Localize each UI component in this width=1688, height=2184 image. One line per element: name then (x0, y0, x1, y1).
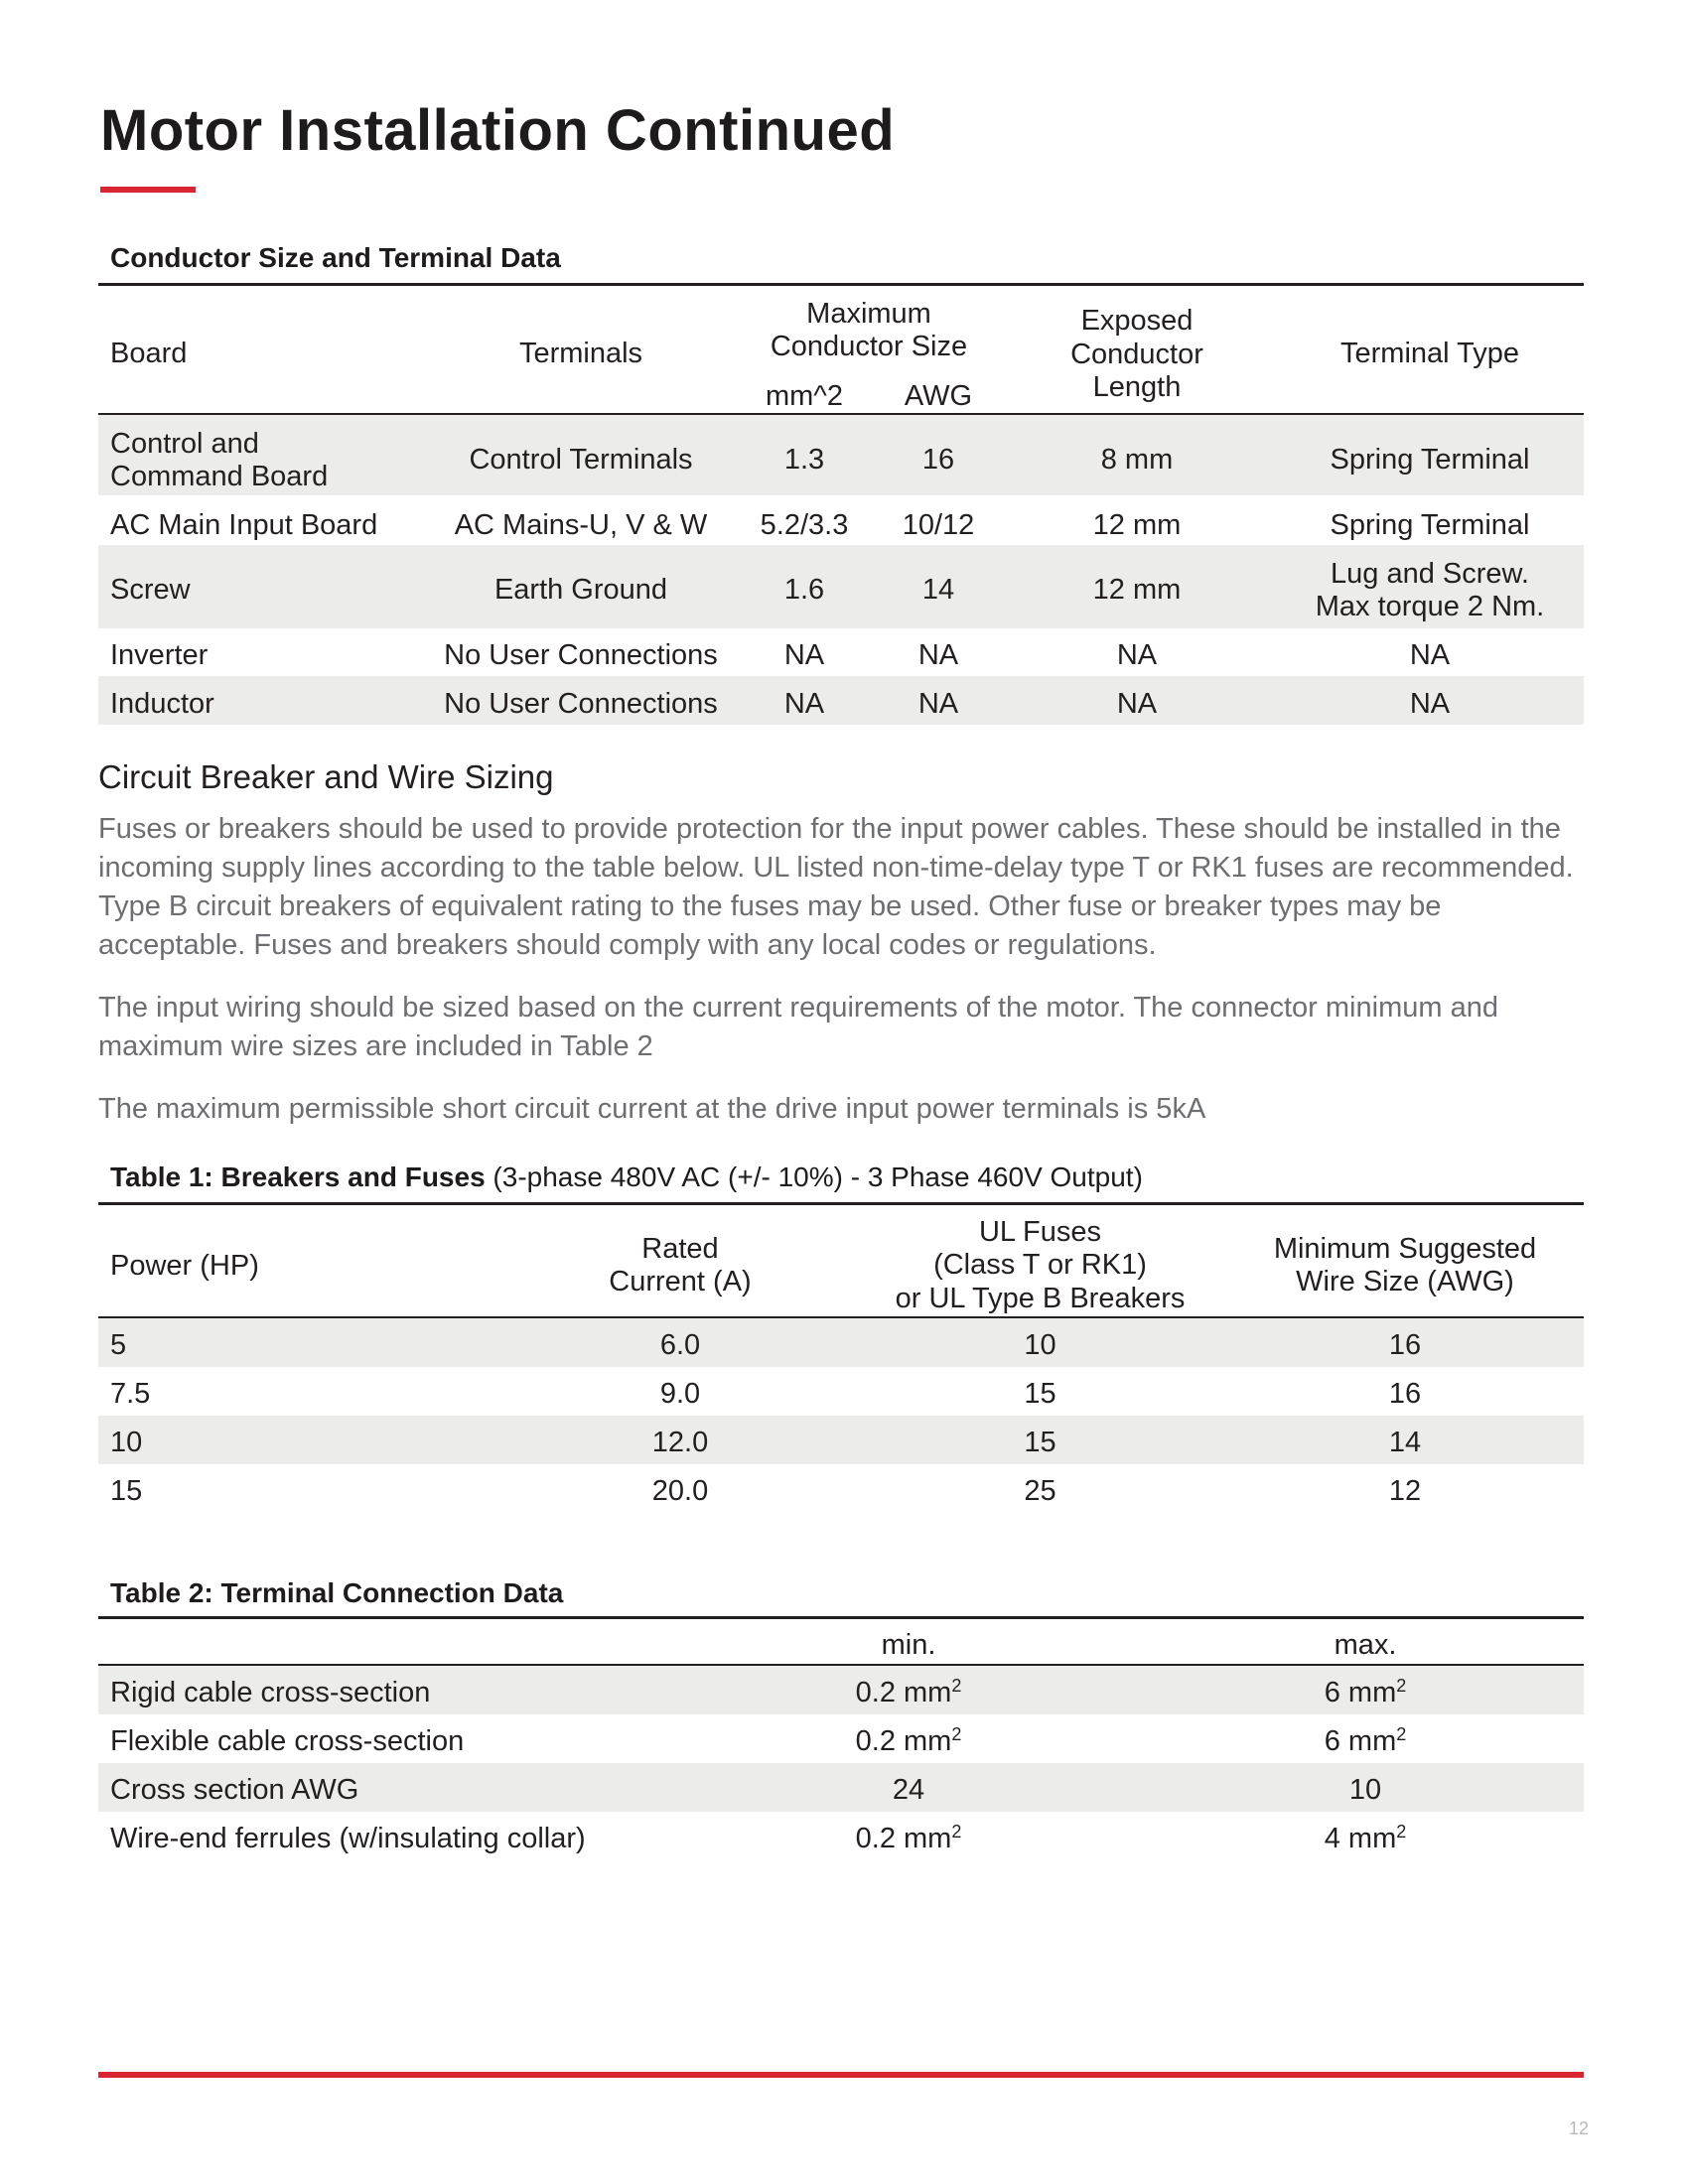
header-max-size-line1: Maximum (806, 298, 931, 330)
cell-mm2: 5.2/3.3 (760, 509, 849, 541)
cell-power: 5 (110, 1329, 127, 1361)
header-fuses-line2: (Class T or RK1) (933, 1249, 1147, 1281)
cell-max-sup: 2 (1396, 1676, 1407, 1696)
page-number: 12 (1568, 2118, 1589, 2138)
cell-min-sup: 2 (951, 1676, 962, 1696)
cell-awg: 16 (921, 444, 955, 476)
paragraph: The maximum permissible short circuit current at the drive input power terminals is 5kA (98, 1093, 1206, 1125)
cell-min-value: 0.2 mm (855, 1823, 952, 1854)
cell-terminals: AC Mains-U, V & W (454, 509, 708, 541)
cell-max-sup: 2 (1396, 1822, 1407, 1842)
cell-label: Rigid cable cross-section (110, 1677, 431, 1708)
header-board: Board (110, 338, 188, 369)
paragraph: The input wiring should be sized based on the current requirements of the motor. The connector minimum and maximum wire sizes are included in Table 2 (98, 992, 1498, 1062)
cell-mm2: NA (783, 688, 825, 720)
cell-max-value: 6 mm (1324, 1677, 1397, 1708)
cell-power: 10 (110, 1427, 143, 1458)
header-min: min. (881, 1629, 936, 1661)
header-wire-line2: Wire Size (AWG) (1296, 1266, 1514, 1297)
footer-accent-rule (98, 2072, 1584, 2078)
cell-min-value: 0.2 mm (855, 1677, 952, 1708)
table-top-rule (98, 283, 1584, 286)
cell-board: Screw (110, 574, 191, 606)
header-mm2: mm^2 (765, 380, 844, 412)
cell-board: Control and (110, 428, 259, 460)
cell-awg: 10/12 (902, 509, 975, 541)
table2-caption: Table 2: Terminal Connection Data (110, 1577, 564, 1608)
cell-mm2: NA (783, 639, 825, 671)
cell-max (1231, 1676, 1499, 1709)
cell-label: Cross section AWG (110, 1774, 359, 1806)
header-max-size-line2: Conductor Size (770, 331, 968, 362)
cell-terminal-type: Spring Terminal (1330, 444, 1530, 476)
cell-mm2: 1.6 (783, 574, 825, 606)
cell-wire: 16 (1388, 1329, 1422, 1361)
header-wire-line1: Minimum Suggested (1273, 1233, 1537, 1265)
cell-fuse: 10 (1024, 1329, 1056, 1361)
paragraph: Fuses or breakers should be used to provide protection for the input power cables. These should be installed in the incoming supply lines according to the table below. UL listed non-time-delay type T or RK1 fuses are recommended. Type B circuit breakers of equivalent rating to the fuses may be used. Other fuse or breaker types may be acceptable. Fuses and breakers should comply with any local codes or regulations. (98, 813, 1574, 961)
cell-fuse: 15 (1024, 1427, 1056, 1458)
header-exposed-line3: Length (1092, 371, 1182, 403)
header-power: Power (HP) (110, 1250, 259, 1282)
header-fuses-line1: UL Fuses (978, 1216, 1102, 1248)
header-exposed-line2: Conductor (1070, 339, 1203, 370)
cell-max-sup: 2 (1396, 1724, 1407, 1744)
cell-board: Inverter (110, 639, 209, 671)
header-rated-line1: Rated (641, 1233, 719, 1265)
cell-board: Command Board (110, 461, 329, 492)
cell-power: 15 (110, 1475, 143, 1507)
cell-min-value: 0.2 mm (855, 1725, 952, 1757)
table-top-rule (98, 1616, 1584, 1619)
table-top-rule (98, 1202, 1584, 1205)
cell-wire: 12 (1388, 1475, 1422, 1507)
cell-fuse: 15 (1024, 1378, 1056, 1410)
section-heading: Circuit Breaker and Wire Sizing (98, 758, 554, 795)
header-rated-line2: Current (A) (609, 1266, 752, 1297)
cell-label: Flexible cable cross-section (110, 1725, 465, 1757)
cell-terminal-type: Spring Terminal (1330, 509, 1530, 541)
cell-fuse: 25 (1024, 1475, 1056, 1507)
conductor-table-caption: Conductor Size and Terminal Data (110, 242, 561, 273)
cell-min-sup: 2 (951, 1822, 962, 1842)
cell-board: AC Main Input Board (110, 509, 378, 541)
cell-min (774, 1724, 1043, 1758)
header-terminals: Terminals (518, 338, 643, 369)
cell-current: 6.0 (659, 1329, 701, 1361)
cell-max (1231, 1724, 1499, 1758)
cell-min-value: 24 (892, 1774, 925, 1806)
cell-power: 7.5 (110, 1378, 151, 1410)
table1-caption-bold: Table 1: Breakers and Fuses (110, 1161, 486, 1192)
cell-terminals: No User Connections (444, 688, 718, 720)
title-accent-rule (100, 187, 196, 193)
cell-terminal-type: Max torque 2 Nm. (1315, 591, 1545, 622)
page-title: Motor Installation Continued (100, 98, 896, 163)
table1-caption-detail: (3-phase 480V AC (+/- 10%) - 3 Phase 460V Output) (485, 1161, 1143, 1192)
cell-length: 12 mm (1092, 574, 1182, 606)
cell-wire: 14 (1388, 1427, 1422, 1458)
cell-terminal-type: NA (1409, 639, 1451, 671)
cell-min (774, 1676, 1043, 1709)
cell-wire: 16 (1388, 1378, 1422, 1410)
cell-length: 12 mm (1092, 509, 1182, 541)
cell-min-sup: 2 (951, 1724, 962, 1744)
cell-length: 8 mm (1100, 444, 1174, 476)
header-exposed-line1: Exposed (1080, 305, 1194, 337)
cell-terminals: Earth Ground (493, 574, 668, 606)
cell-mm2: 1.3 (783, 444, 825, 476)
header-fuses-line3: or UL Type B Breakers (895, 1283, 1186, 1314)
cell-max (1231, 1822, 1499, 1855)
cell-terminals: No User Connections (444, 639, 718, 671)
cell-awg: NA (917, 688, 959, 720)
cell-length: NA (1116, 639, 1158, 671)
table1-caption (110, 1161, 1143, 1193)
header-awg: AWG (904, 380, 973, 412)
cell-awg: 14 (921, 574, 955, 606)
cell-min (774, 1822, 1043, 1855)
cell-terminal-type: Lug and Screw. (1331, 558, 1529, 590)
cell-min (774, 1773, 1043, 1807)
cell-current: 20.0 (651, 1475, 709, 1507)
cell-length: NA (1116, 688, 1158, 720)
cell-max (1231, 1773, 1499, 1807)
cell-terminals: Control Terminals (469, 444, 693, 476)
header-terminal-type: Terminal Type (1340, 338, 1519, 369)
cell-current: 9.0 (659, 1378, 701, 1410)
cell-max-value: 6 mm (1324, 1725, 1397, 1757)
cell-current: 12.0 (651, 1427, 709, 1458)
cell-max-value: 10 (1348, 1774, 1382, 1806)
cell-awg: NA (917, 639, 959, 671)
cell-terminal-type: NA (1409, 688, 1451, 720)
cell-label: Wire-end ferrules (w/insulating collar) (110, 1823, 586, 1854)
cell-board: Inductor (110, 688, 214, 720)
header-max: max. (1334, 1629, 1397, 1661)
cell-max-value: 4 mm (1324, 1823, 1397, 1854)
